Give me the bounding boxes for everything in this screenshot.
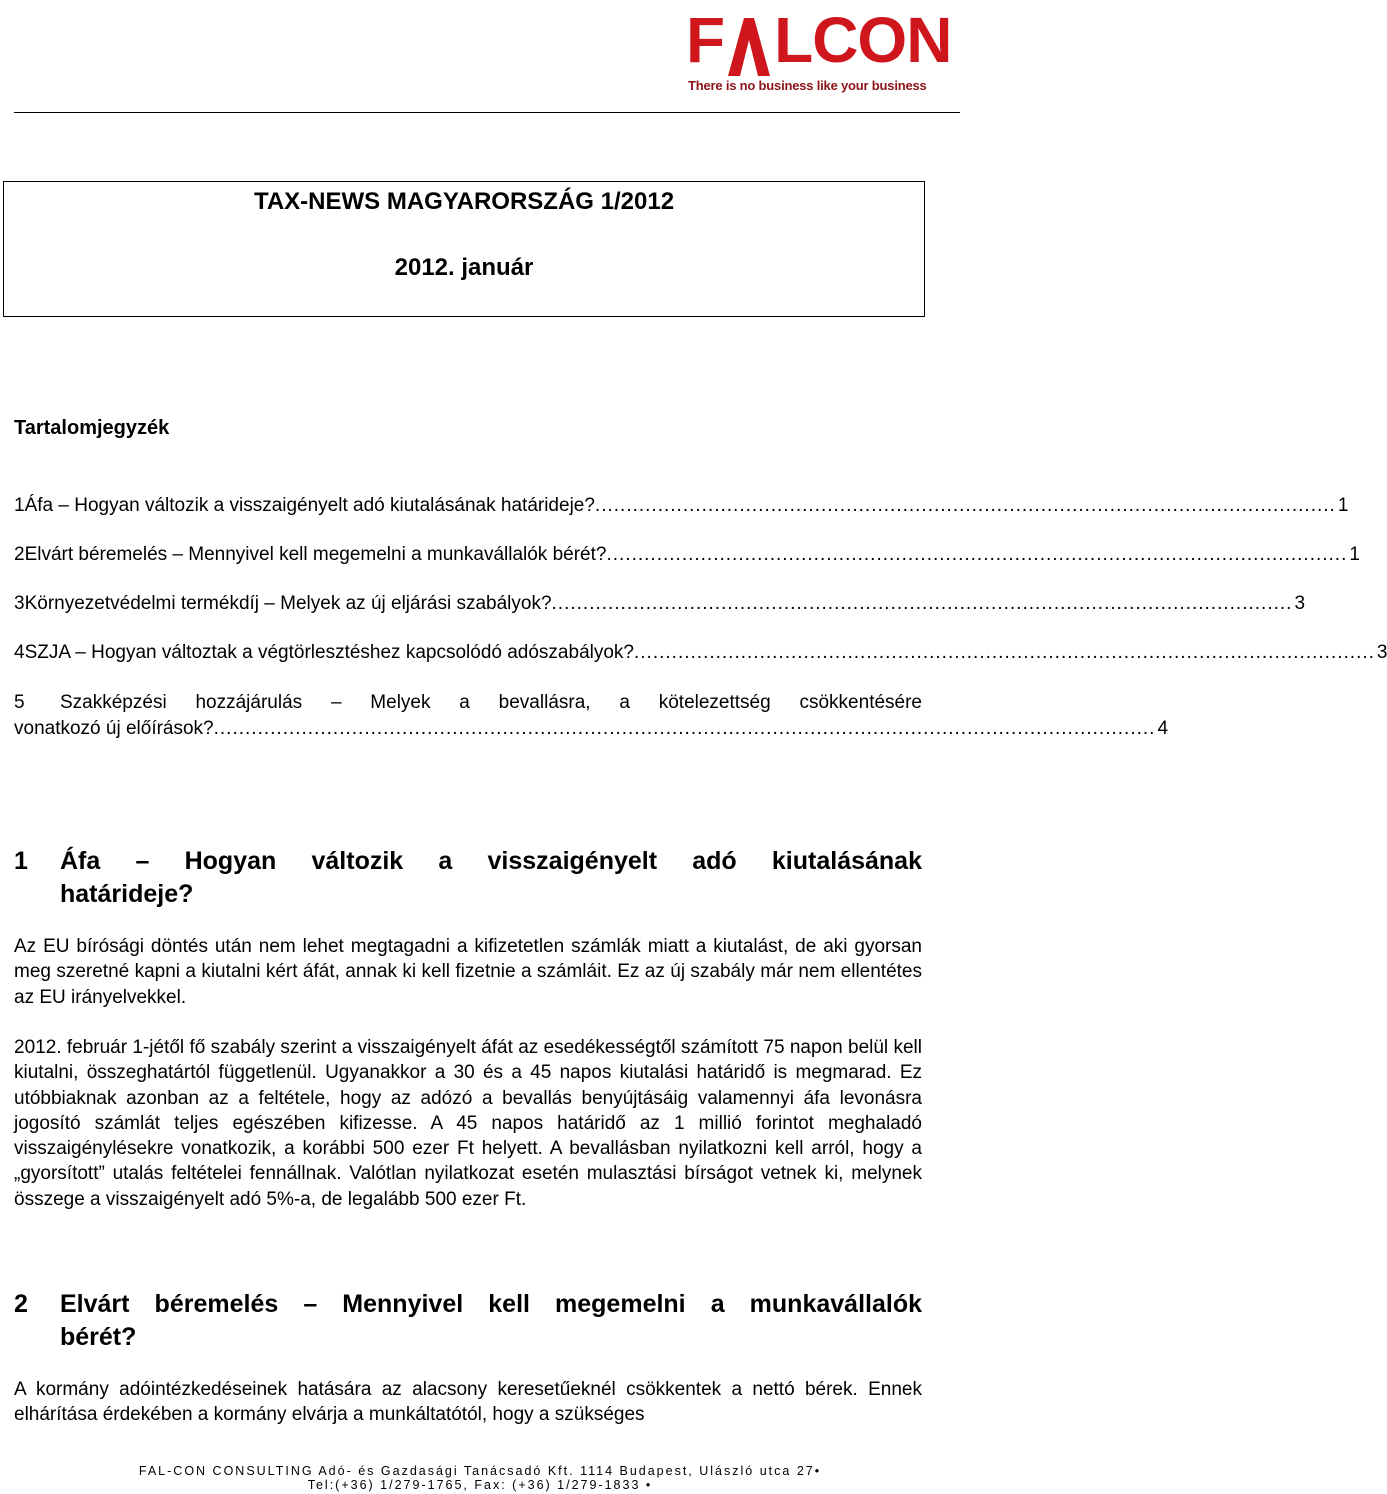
toc-page-number: 3 (1294, 593, 1306, 614)
toc-item-text[interactable]: Elvárt béremelés – Mennyivel kell megemelni a munkavállalók bérét? (24, 544, 607, 565)
toc-item-text[interactable]: Környezetvédelmi termékdíj – Melyek az új eljárási szabályok? (24, 593, 552, 614)
newsletter-title: TAX-NEWS MAGYARORSZÁG 1/2012 (253, 188, 675, 215)
body-paragraph: 2012. február 1-jétől fő szabály szerint a visszaigényelt áfát az esedékességtől számított 75 napon belül kell kiutalni, összeghatártól függetlenül. Ugyanakkor a 30 és a 45 napos kiutalási határidő is megmarad. Ez utóbbiaknak azonban az a feltétele, hogy az adózó a bevallás benyújtásáig valamennyi áfa levonásra jogosító számlát teljes egészében kifizesse. A 45 napos határidő az 1 millió forintot meghaladó visszaigénylésekre vonatkozik, a korábbi 500 ezer Ft helyett. A bevallásban nyilatkozni kell arról, hogy a „gyorsított” utalás feltételei fennállnak. Valótlan nyilatkozat esetén mulasztási bírságot vetnek ki, melynek összege a visszaigényelt adó 5%-a, de legalább 500 ezer Ft. (14, 1037, 922, 1210)
toc-page-number: 4 (1157, 718, 1169, 739)
toc-leader: ...................................................................................................................... (606, 544, 1348, 565)
toc-leader: ...................................................................................................................................................... (213, 718, 1156, 739)
body-paragraph: A kormány adóintézkedéseinek hatására az alacsony keresetűeknél csökkentek a nettó bérek. Ennek elhárítása érdekében a kormány elvárja a munkáltatótól, hogy a szükséges (14, 1379, 922, 1426)
body-paragraph: Az EU bírósági döntés után nem lehet megtagadni a kifizetetlen számlák miatt a kiutalást, de aki gyorsan meg szeretné kapni a kiutalni kért áfát, annak ki kell fizetnie a számláit. Ez az új szabály már nem ellentétes az EU irányelvekkel. (14, 936, 922, 1008)
footer-company: FAL-CON CONSULTING Adó- és Gazdasági Tanácsadó Kft. 1114 Budapest, Ulászló utca 27• (138, 1464, 822, 1478)
logo-wordmark: F LCON (686, 4, 952, 76)
toc-heading: Tartalomjegyzék (14, 417, 170, 439)
toc-page-number: 1 (1349, 544, 1360, 565)
title-box (3, 181, 925, 317)
toc-page-number: 1 (1337, 495, 1349, 516)
toc-item[interactable]: 1 Áfa – Hogyan változik a visszaigényelt adó kiutalásának határideje? ...................................................................................................................... 1 (14, 493, 922, 519)
toc-item[interactable]: 4 SZJA – Hogyan változtak a végtörlesztéshez kapcsolódó adószabályok? ...................................................................................................................... 3 (14, 640, 922, 666)
toc-item-text[interactable]: Áfa – Hogyan változik a visszaigényelt adó kiutalásának határideje? (24, 495, 595, 516)
toc-item-text-cont[interactable]: vonatkozó új előírások? (14, 718, 214, 739)
footer-contact: Tel:(+36) 1/279-1765, Fax: (+36) 1/279-1833 • (307, 1478, 653, 1492)
logo-tagline: There is no business like your business (688, 78, 927, 93)
toc-page-number: 3 (1376, 642, 1387, 663)
section-heading: 1 Áfa – Hogyan változik a visszaigényelt adó kiutalásának határideje? (14, 847, 922, 908)
toc-item[interactable]: 5 Szakképzési hozzájárulás – Melyek a bevallásra, a kötelezettség csökkentésére vonatkozó új előírások? ...................................................................................................................................................... 4 (14, 690, 922, 742)
section-heading: 2 Elvárt béremelés – Mennyivel kell megemelni a munkavállalók bérét? (14, 1290, 922, 1351)
newsletter-date: 2012. január (394, 254, 534, 281)
header-divider (14, 112, 960, 113)
toc-item[interactable]: 2 Elvárt béremelés – Mennyivel kell megemelni a munkavállalók bérét? ...................................................................................................................... 1 (14, 542, 922, 568)
toc-item-text[interactable]: SZJA – Hogyan változtak a végtörlesztéshez kapcsolódó adószabályok? (24, 642, 634, 663)
toc-leader: ...................................................................................................................... (594, 495, 1336, 516)
toc-leader: ...................................................................................................................... (551, 593, 1293, 614)
toc-item-text[interactable]: Szakképzési hozzájárulás – Melyek a bevallásra, a kötelezettség csökkentésére (60, 692, 922, 713)
falcon-logo (686, 4, 952, 100)
toc-leader: ...................................................................................................................... (634, 642, 1375, 663)
toc-item[interactable]: 3 Környezetvédelmi termékdíj – Melyek az új eljárási szabályok? ...................................................................................................................... 3 (14, 591, 922, 617)
logo-stylized-a-icon (724, 16, 774, 76)
